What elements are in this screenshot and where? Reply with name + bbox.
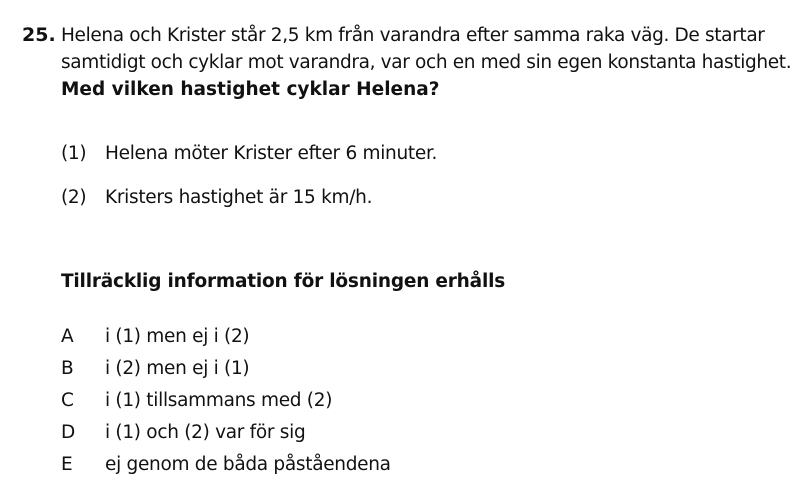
option-b-letter: B <box>61 358 74 379</box>
question-ask: Med vilken hastighet cyklar Helena? <box>61 79 440 100</box>
option-c-letter: C <box>61 390 74 411</box>
question-stem <box>61 22 796 103</box>
statement-2-text: Kristers hastighet är 15 km/h. <box>105 187 373 208</box>
option-a[interactable] <box>61 322 391 354</box>
statement-1-text: Helena möter Krister efter 6 minuter. <box>105 143 438 164</box>
option-e[interactable] <box>61 450 391 482</box>
option-d-letter: D <box>61 422 75 443</box>
statement-1-label: (1) <box>61 143 87 164</box>
statement-2-label: (2) <box>61 187 87 208</box>
option-d-text: i (1) och (2) var för sig <box>105 422 306 443</box>
statement-1 <box>61 141 437 167</box>
option-a-text: i (1) men ej i (2) <box>105 326 250 347</box>
option-d[interactable] <box>61 418 391 450</box>
option-a-letter: A <box>61 326 74 347</box>
answer-options <box>61 322 391 482</box>
option-e-text: ej genom de båda påståendena <box>105 454 391 475</box>
stem-line-2: samtidigt och cyklar mot varandra, var och en med sin egen konstanta hastighet. <box>61 52 792 73</box>
option-b[interactable] <box>61 354 391 386</box>
statement-2 <box>61 185 372 211</box>
option-e-letter: E <box>61 454 73 475</box>
question-number: 25. <box>22 24 56 46</box>
info-heading: Tillräcklig information för lösningen erhålls <box>61 271 506 292</box>
option-b-text: i (2) men ej i (1) <box>105 358 250 379</box>
option-c-text: i (1) tillsammans med (2) <box>105 390 333 411</box>
stem-line-1: Helena och Krister står 2,5 km från varandra efter samma raka väg. De startar <box>61 25 765 46</box>
option-c[interactable] <box>61 386 391 418</box>
